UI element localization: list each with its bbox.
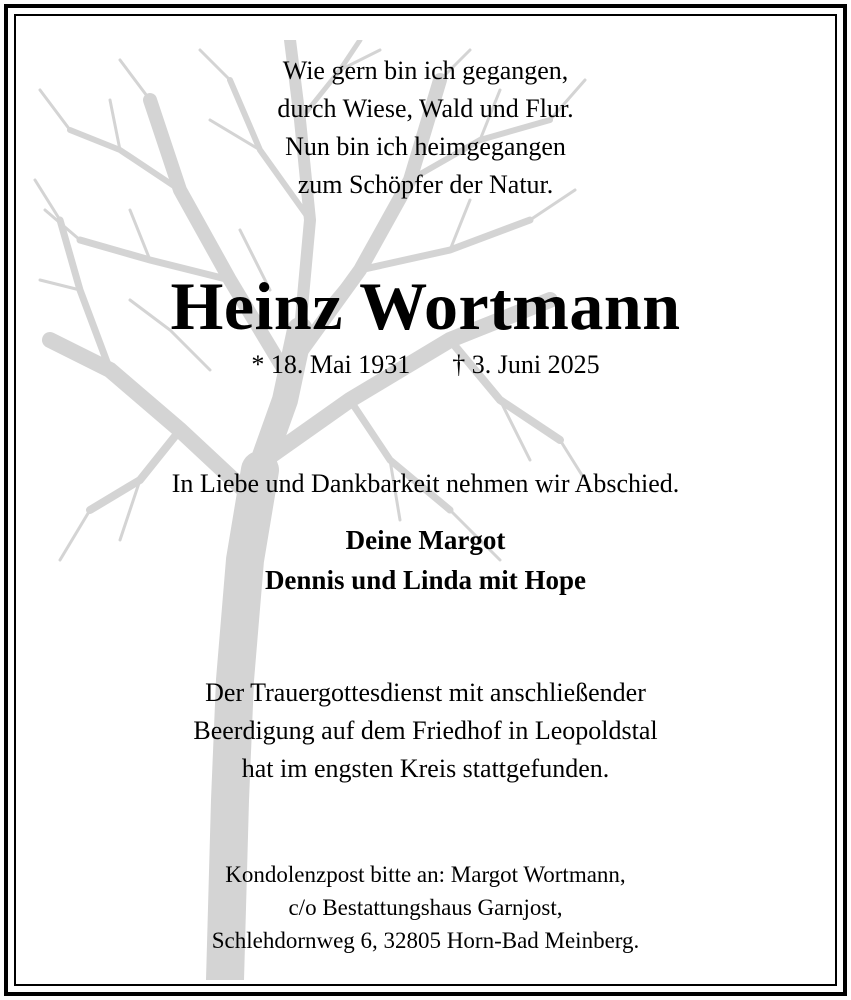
notice-line: Der Trauergottesdienst mit anschließender	[205, 678, 646, 707]
notice-line: Beerdigung auf dem Friedhof in Leopoldstal	[193, 716, 658, 745]
poem-line: Nun bin ich heimgegangen	[285, 132, 566, 161]
funeral-notice	[16, 674, 835, 788]
farewell-text: In Liebe und Dankbarkeit nehmen wir Abschied.	[171, 469, 680, 498]
birth-date: * 18. Mai 1931	[251, 350, 411, 379]
mourners	[16, 520, 835, 600]
poem-line: durch Wiese, Wald und Flur.	[277, 94, 574, 123]
deceased-name: Heinz Wortmann	[170, 268, 681, 344]
mourner-line: Deine Margot	[345, 525, 506, 555]
address-line: Schlehdornweg 6, 32805 Horn-Bad Meinberg.	[211, 928, 640, 953]
notice-line: hat im engsten Kreis stattgefunden.	[241, 754, 610, 783]
poem-line: zum Schöpfer der Natur.	[297, 170, 554, 199]
address-line: c/o Bestattungshaus Garnjost,	[288, 895, 563, 920]
memorial-poem	[16, 52, 835, 204]
poem-line: Wie gern bin ich gegangen,	[282, 56, 569, 85]
condolence-address	[16, 858, 835, 957]
address-line: Kondolenzpost bitte an: Margot Wortmann,	[225, 862, 626, 887]
obituary-content	[16, 16, 835, 984]
life-dates	[16, 348, 835, 382]
death-date: † 3. Juni 2025	[452, 350, 600, 379]
mourner-line: Dennis und Linda mit Hope	[264, 565, 587, 595]
